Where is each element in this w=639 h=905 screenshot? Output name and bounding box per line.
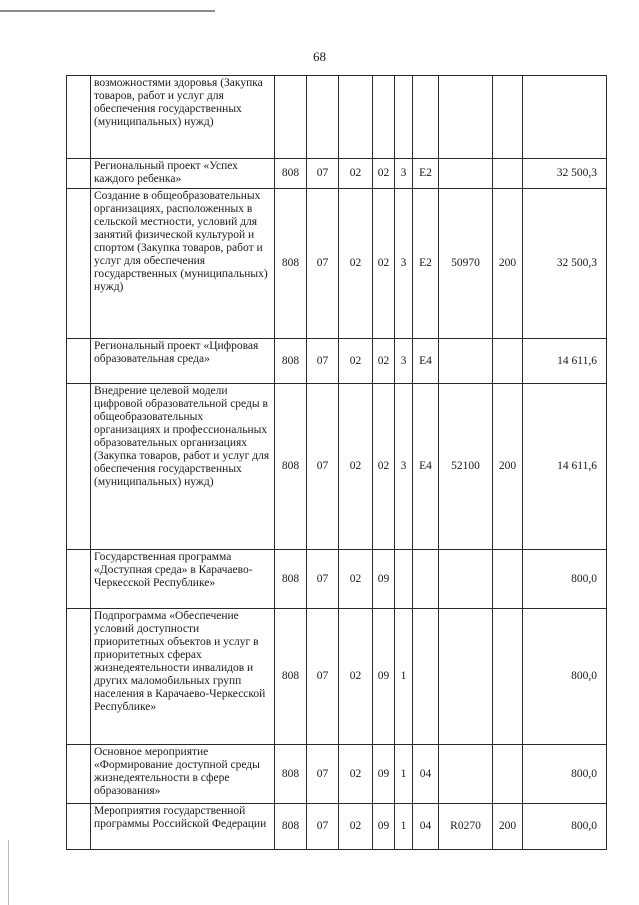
event-code: [413, 609, 439, 745]
table-row: [67, 76, 607, 159]
expense-type-code: [493, 745, 523, 804]
expense-type-code: 200: [493, 384, 523, 550]
top-rule: [0, 10, 215, 12]
section-code: 07: [307, 189, 339, 339]
subprogram-code: 3: [395, 384, 413, 550]
table-row: [67, 189, 607, 339]
row-name: Внедрение целевой модели цифровой образовательной среды в общеобразовательных организациях и профессиональных образовательных организациях (Закупка товаров, работ и услуг для обеспечения государственных (муниципальных) нужд): [91, 384, 275, 550]
expense-type-code: [493, 76, 523, 159]
row-margin-cell: [67, 159, 91, 189]
table-row: [67, 339, 607, 384]
row-name: Региональный проект «Успех каждого ребенка»: [91, 159, 275, 189]
program-code: 02: [373, 189, 395, 339]
expense-type-code: [493, 609, 523, 745]
section-code: 07: [307, 745, 339, 804]
program-code: [373, 76, 395, 159]
section-code: 07: [307, 384, 339, 550]
direction-code: [439, 609, 493, 745]
subsection-code: 02: [339, 189, 373, 339]
table-row: [67, 745, 607, 804]
row-margin-cell: [67, 550, 91, 609]
event-code: E2: [413, 159, 439, 189]
amount: 800,0: [523, 609, 607, 745]
subprogram-code: 1: [395, 804, 413, 850]
row-margin-cell: [67, 384, 91, 550]
program-code: 02: [373, 384, 395, 550]
subsection-code: 02: [339, 159, 373, 189]
direction-code: 50970: [439, 189, 493, 339]
row-margin-cell: [67, 339, 91, 384]
expense-type-code: [493, 159, 523, 189]
table-row: [67, 159, 607, 189]
ministry-code: 808: [275, 550, 307, 609]
subprogram-code: [395, 550, 413, 609]
ministry-code: 808: [275, 745, 307, 804]
amount: 14 611,6: [523, 384, 607, 550]
subprogram-code: 3: [395, 339, 413, 384]
program-code: 09: [373, 609, 395, 745]
subsection-code: 02: [339, 804, 373, 850]
event-code: 04: [413, 745, 439, 804]
table-row: [67, 804, 607, 850]
program-code: 02: [373, 159, 395, 189]
table-row: [67, 550, 607, 609]
subprogram-code: 3: [395, 159, 413, 189]
row-margin-cell: [67, 76, 91, 159]
row-name: возможностями здоровья (Закупка товаров, работ и услуг для обеспечения государственных (муниципальных) нужд): [91, 76, 275, 159]
subsection-code: 02: [339, 745, 373, 804]
expense-type-code: 200: [493, 804, 523, 850]
event-code: [413, 550, 439, 609]
direction-code: [439, 550, 493, 609]
expense-type-code: [493, 550, 523, 609]
row-name: Основное мероприятие «Формирование доступной среды жизнедеятельности в сфере образования»: [91, 745, 275, 804]
row-name: Мероприятия государственной программы Российской Федерации: [91, 804, 275, 850]
program-code: 02: [373, 339, 395, 384]
direction-code: 52100: [439, 384, 493, 550]
amount: 800,0: [523, 745, 607, 804]
program-code: 09: [373, 550, 395, 609]
section-code: 07: [307, 339, 339, 384]
row-margin-cell: [67, 745, 91, 804]
direction-code: R0270: [439, 804, 493, 850]
section-code: 07: [307, 609, 339, 745]
subprogram-code: 1: [395, 609, 413, 745]
row-margin-cell: [67, 804, 91, 850]
table-row: [67, 609, 607, 745]
program-code: 09: [373, 745, 395, 804]
subprogram-code: 3: [395, 189, 413, 339]
subsection-code: 02: [339, 609, 373, 745]
event-code: E2: [413, 189, 439, 339]
ministry-code: 808: [275, 189, 307, 339]
expense-type-code: 200: [493, 189, 523, 339]
amount: 32 500,3: [523, 189, 607, 339]
table-row: [67, 384, 607, 550]
ministry-code: [275, 76, 307, 159]
section-code: [307, 76, 339, 159]
amount: 800,0: [523, 550, 607, 609]
row-name: Региональный проект «Цифровая образовательная среда»: [91, 339, 275, 384]
direction-code: [439, 159, 493, 189]
subsection-code: 02: [339, 339, 373, 384]
expense-type-code: [493, 339, 523, 384]
event-code: 04: [413, 804, 439, 850]
amount: [523, 76, 607, 159]
row-name: Создание в общеобразовательных организациях, расположенных в сельской местности, условий для занятий физической культурой и спортом (Закупка товаров, работ и услуг для обеспечения государственных (муниципальных) нужд): [91, 189, 275, 339]
amount: 800,0: [523, 804, 607, 850]
direction-code: [439, 745, 493, 804]
row-name: Подпрограмма «Обеспечение условий доступности приоритетных объектов и услуг в приоритетных сферах жизнедеятельности инвалидов и других маломобильных групп населения в Карачаево-Черкесской Республике»: [91, 609, 275, 745]
page-number: 68: [313, 49, 326, 64]
direction-code: [439, 339, 493, 384]
amount: 14 611,6: [523, 339, 607, 384]
event-code: E4: [413, 339, 439, 384]
subsection-code: 02: [339, 384, 373, 550]
row-margin-cell: [67, 609, 91, 745]
ministry-code: 808: [275, 339, 307, 384]
ministry-code: 808: [275, 804, 307, 850]
event-code: [413, 76, 439, 159]
scan-margin-line: [8, 840, 9, 905]
event-code: E4: [413, 384, 439, 550]
row-margin-cell: [67, 189, 91, 339]
amount: 32 500,3: [523, 159, 607, 189]
subsection-code: [339, 76, 373, 159]
ministry-code: 808: [275, 609, 307, 745]
section-code: 07: [307, 804, 339, 850]
program-code: 09: [373, 804, 395, 850]
row-name: Государственная программа «Доступная среда» в Карачаево-Черкесской Республике»: [91, 550, 275, 609]
direction-code: [439, 76, 493, 159]
subsection-code: 02: [339, 550, 373, 609]
budget-table: [66, 75, 607, 850]
ministry-code: 808: [275, 159, 307, 189]
subprogram-code: [395, 76, 413, 159]
subprogram-code: 1: [395, 745, 413, 804]
section-code: 07: [307, 159, 339, 189]
section-code: 07: [307, 550, 339, 609]
ministry-code: 808: [275, 384, 307, 550]
